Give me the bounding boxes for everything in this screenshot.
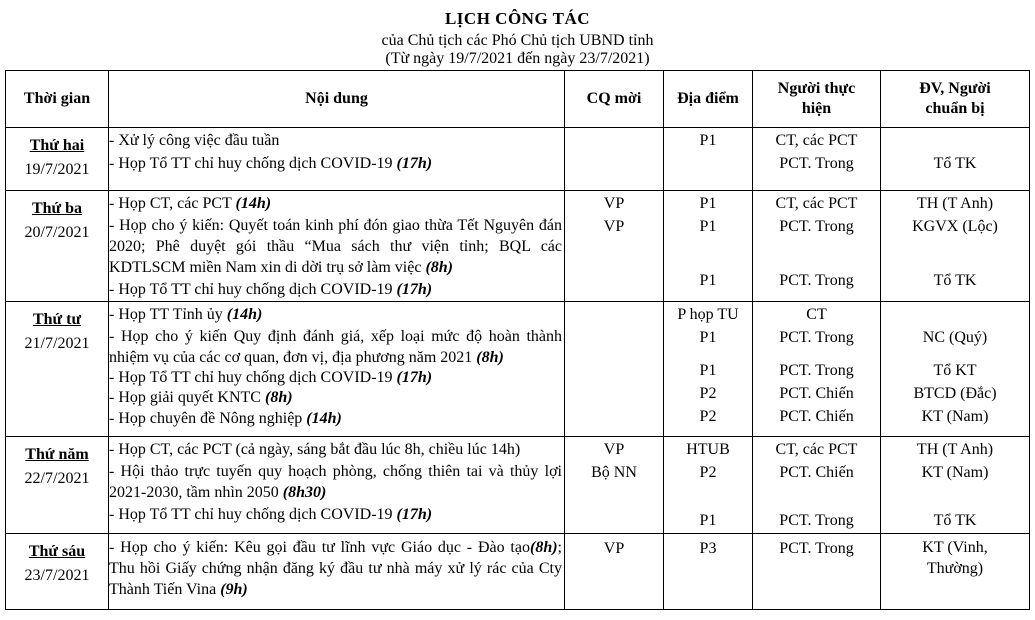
document-subtitle: của Chủ tịch các Phó Chủ tịch UBND tỉnh xyxy=(381,32,654,49)
day-date: 22/7/2021 xyxy=(24,470,90,487)
day-cell xyxy=(6,302,109,437)
content-cell xyxy=(109,128,565,191)
list-item: - Họp cho ý kiến: Quyết toán kinh phí đón giao thừa Tết Nguyên đán 2020; Phê duyệt gói thầu “Mua sách thư viện tỉnh; BQL các KDTLSCM miền Nam xin di dời trụ sở làm việc (8h) xyxy=(109,217,562,276)
day-name: Thứ sáu xyxy=(28,543,86,560)
schedule-table xyxy=(5,70,1030,610)
col-header-prep xyxy=(881,71,1030,128)
table-row xyxy=(6,534,1030,610)
list-item: - Họp cho ý kiến: Kêu gọi đầu tư lĩnh vực Giáo dục - Đào tạo(8h); Thu hồi Giấy chứng nhận đăng ký đầu tư nhà máy xử lý rác của Cty Thành Tiến Vina (9h) xyxy=(109,539,562,598)
day-cell xyxy=(6,128,109,191)
prep-cell: Tổ TK xyxy=(881,128,1030,191)
list-item: - Họp Tổ TT chỉ huy chống dịch COVID-19 (17h) xyxy=(109,506,433,523)
content-cell xyxy=(109,191,565,302)
executor-cell: PCT. Trong xyxy=(753,534,881,610)
list-item: - Xử lý công việc đầu tuần xyxy=(109,132,280,149)
day-date: 21/7/2021 xyxy=(24,335,90,352)
list-item: - Họp Tổ TT chỉ huy chống dịch COVID-19 (17h) xyxy=(109,369,433,386)
executor-cell: CT PCT. Trong PCT. Trong PCT. Chiến PCT. Chiến xyxy=(753,302,881,437)
executor-cell: CT, các PCT PCT. Trong PCT. Trong xyxy=(753,191,881,302)
list-item: - Hội thảo trực tuyến quy hoạch phòng, chống thiên tai và thủy lợi 2021-2030, tầm nhìn 2050 (8h30) xyxy=(109,463,562,501)
inviter-cell: VP VP xyxy=(565,191,664,302)
document-date-range: (Từ ngày 19/7/2021 đến ngày 23/7/2021) xyxy=(385,50,650,67)
prep-cell: TH (T Anh) KT (Nam) Tổ TK xyxy=(881,437,1030,534)
document-title: LỊCH CÔNG TÁC xyxy=(444,9,591,28)
col-header-executor xyxy=(753,71,881,128)
col-header-place: Địa điểm xyxy=(664,71,753,128)
place-cell: HTUB P2 P1 xyxy=(664,437,753,534)
table-row xyxy=(6,437,1030,534)
inviter-cell xyxy=(565,128,664,191)
table-row xyxy=(6,128,1030,191)
table-header-row xyxy=(6,71,1030,128)
table-row xyxy=(6,302,1030,437)
day-date: 19/7/2021 xyxy=(24,161,90,178)
prep-header-text: ĐV, Người chuẩn bị xyxy=(919,80,991,117)
place-cell: P họp TU P1 P1 P2 P2 xyxy=(664,302,753,437)
table-row xyxy=(6,191,1030,302)
prep-cell: TH (T Anh) KGVX (Lộc) Tổ TK xyxy=(881,191,1030,302)
content-cell xyxy=(109,302,565,437)
list-item: - Họp TT Tỉnh ủy (14h) xyxy=(109,306,263,323)
executor-header-text: Người thực hiện xyxy=(777,80,856,117)
day-name: Thứ hai xyxy=(29,137,85,154)
day-date: 20/7/2021 xyxy=(24,224,90,241)
prep-cell: KT (Vinh, Thường) xyxy=(881,534,1030,610)
col-header-time: Thời gian xyxy=(6,71,109,128)
day-cell xyxy=(6,534,109,610)
list-item: - Họp chuyên đề Nông nghiệp (14h) xyxy=(109,410,342,427)
list-item: - Họp Tổ TT chỉ huy chống dịch COVID-19 (17h) xyxy=(109,155,433,172)
inviter-cell: VP xyxy=(565,534,664,610)
inviter-cell xyxy=(565,302,664,437)
list-item: - Họp CT, các PCT (14h) xyxy=(109,195,272,212)
day-name: Thứ năm xyxy=(25,446,89,463)
day-name: Thứ tư xyxy=(32,311,82,328)
content-cell xyxy=(109,437,565,534)
inviter-cell: VP Bộ NN xyxy=(565,437,664,534)
place-cell: P3 xyxy=(664,534,753,610)
col-header-content: Nội dung xyxy=(109,71,565,128)
place-cell: P1 P1 P1 xyxy=(664,191,753,302)
prep-cell: NC (Quý) Tổ KT BTCD (Đắc) KT (Nam) xyxy=(881,302,1030,437)
place-cell: P1 xyxy=(664,128,753,191)
executor-cell: CT, các PCT PCT. Trong xyxy=(753,128,881,191)
day-name: Thứ ba xyxy=(31,200,83,217)
executor-cell: CT, các PCT PCT. Chiến PCT. Trong xyxy=(753,437,881,534)
list-item: - Họp giải quyết KNTC (8h) xyxy=(109,389,293,406)
list-item: - Họp CT, các PCT (cả ngày, sáng bắt đầu lúc 8h, chiều lúc 14h) xyxy=(109,441,521,458)
day-cell xyxy=(6,191,109,302)
day-date: 23/7/2021 xyxy=(24,567,90,584)
list-item: - Họp cho ý kiến Quy định đánh giá, xếp loại mức độ hoàn thành nhiệm vụ của các cơ quan, đơn vị, địa phương năm 2021 (8h) xyxy=(109,328,562,366)
day-cell xyxy=(6,437,109,534)
col-header-inviter: CQ mời xyxy=(565,71,664,128)
content-cell xyxy=(109,534,565,610)
list-item: - Họp Tổ TT chỉ huy chống dịch COVID-19 (17h) xyxy=(109,281,433,298)
